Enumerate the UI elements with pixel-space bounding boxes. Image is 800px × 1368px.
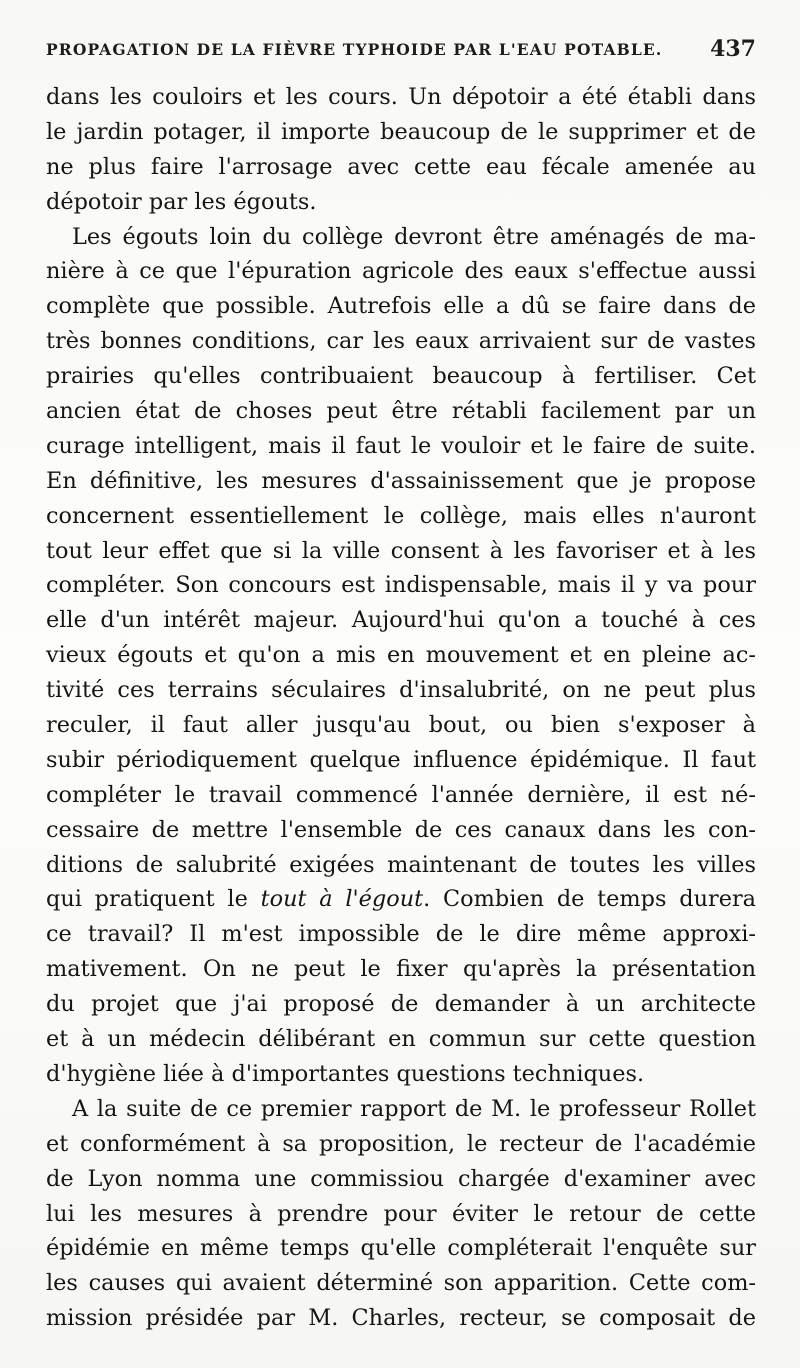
text-line: mativement. On ne peut le fixer qu'après la présentation [46,956,756,983]
running-header [46,36,756,70]
text-line: curage intelligent, mais il faut le vouloir et le faire de suite. [46,432,756,459]
text-line: très bonnes conditions, car les eaux arrivaient sur de vastes [46,328,756,355]
text-line [46,882,756,917]
text-line: A la suite de ce premier rapport de M. le professeur Rollet [72,1095,756,1122]
text-line: de Lyon nomma une commissiou chargée d'examiner avec [46,1165,756,1192]
text-line: ne plus faire l'arrosage avec cette eau fécale amenée au [46,153,756,180]
text-line: lui les mesures à prendre pour éviter le retour de cette [46,1200,756,1227]
text-line: ditions de salubrité exigées maintenant de toutes les villes [46,851,756,878]
text-line: cessaire de mettre l'ensemble de ces canaux dans les con- [46,816,756,843]
text-line: tout leur effet que si la ville consent à les favoriser et à les [46,537,756,564]
text-segment: . Combien de temps durera [423,886,756,913]
text-line: complète que possible. Autrefois elle a dû se faire dans de [46,293,756,320]
text-line: épidémie en même temps qu'elle compléterait l'enquête sur [46,1235,756,1262]
text-line: concernent essentiellement le collège, mais elles n'auront [46,502,756,529]
text-segment: qui pratiquent le [46,886,261,913]
text-line: tivité ces terrains séculaires d'insalubrité, on ne peut plus [46,677,756,704]
text-line: ancien état de choses peut être rétabli facilement par un [46,398,756,425]
text-line: du projet que j'ai proposé de demander à un architecte [46,991,756,1018]
text-line: elle d'un intérêt majeur. Aujourd'hui qu'on a touché à ces [46,607,756,634]
text-line: En définitive, les mesures d'assainissement que je propose [46,467,756,494]
text-line: vieux égouts et qu'on a mis en mouvement et en pleine ac- [46,642,756,669]
text-line: compléter. Son concours est indispensable, mais il y va pour [46,572,756,599]
text-line: mission présidée par M. Charles, recteur, se composait de [46,1305,756,1332]
text-line: ce travail? Il m'est impossible de le dire même approxi- [46,921,756,948]
text-line: compléter le travail commencé l'année dernière, il est né- [46,781,756,808]
text-line: prairies qu'elles contribuaient beaucoup à fertiliser. Cet [46,363,756,390]
text-line: dépotoir par les égouts. [46,188,317,215]
page-number: 437 [710,36,756,62]
running-title: PROPAGATION DE LA FIÈVRE TYPHOIDE PAR L'EAU POTABLE. [46,40,663,59]
body-text [46,80,756,1336]
text-line: d'hygiène liée à d'importantes questions techniques. [46,1060,645,1087]
text-line: subir périodiquement quelque influence épidémique. Il faut [46,746,756,773]
text-line: et à un médecin délibérant en commun sur cette question [46,1026,756,1053]
text-line: et conformément à sa proposition, le recteur de l'académie [46,1130,756,1157]
text-line: dans les couloirs et les cours. Un dépotoir a été établi dans [46,84,756,110]
text-line: les causes qui avaient déterminé son apparition. Cette com- [46,1270,756,1297]
text-line: reculer, il faut aller jusqu'au bout, ou bien s'exposer à [46,712,756,739]
italic-phrase: tout à l'égout [260,886,424,913]
text-line: Les égouts loin du collège devront être aménagés de ma- [72,223,756,250]
text-line: nière à ce que l'épuration agricole des eaux s'effectue aussi [46,258,756,285]
text-line: le jardin potager, il importe beaucoup de le supprimer et de [46,118,756,145]
